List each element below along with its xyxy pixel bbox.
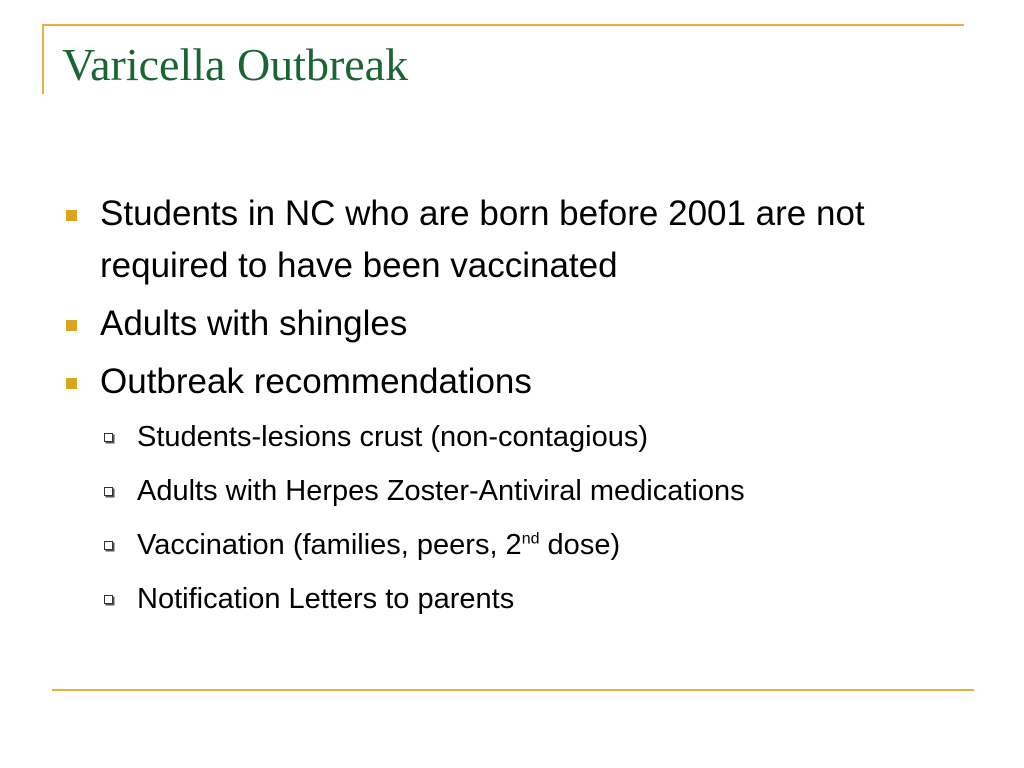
filled-square-bullet-icon [66,210,77,221]
left-border-line [42,24,44,94]
bullet-item [62,356,982,408]
sub-bullet-item [62,414,982,460]
slide-title: Varicella Outbreak [62,39,409,90]
bullet-text: Students in NC who are born before 2001 are not required to have been vaccinated [100,194,865,285]
bullet-text: Outbreak recommendations [100,362,532,401]
bullet-list [62,188,982,630]
sub-bullet-item [62,468,982,514]
filled-square-bullet-icon [66,378,77,389]
bullet-item [62,298,982,350]
sub-bullet-text: Students-lesions crust (non-contagious) [137,421,648,453]
sub-bullet-item [62,522,982,568]
bullet-text: Adults with shingles [100,304,408,343]
filled-square-bullet-icon [66,320,77,331]
hollow-square-bullet-icon [104,541,113,550]
sub-bullet-item [62,576,982,622]
hollow-square-bullet-icon [104,595,113,604]
hollow-square-bullet-icon [104,433,113,442]
superscript: nd [521,530,540,548]
bottom-border-line [52,689,974,691]
sub-bullet-text: Notification Letters to parents [137,583,515,615]
bullet-item [62,188,982,292]
sub-bullet-text: Vaccination (families, peers, 2nd dose) [137,529,621,561]
top-border-line [42,24,964,26]
sub-bullet-text: Adults with Herpes Zoster-Antiviral medications [137,475,745,507]
hollow-square-bullet-icon [104,487,113,496]
